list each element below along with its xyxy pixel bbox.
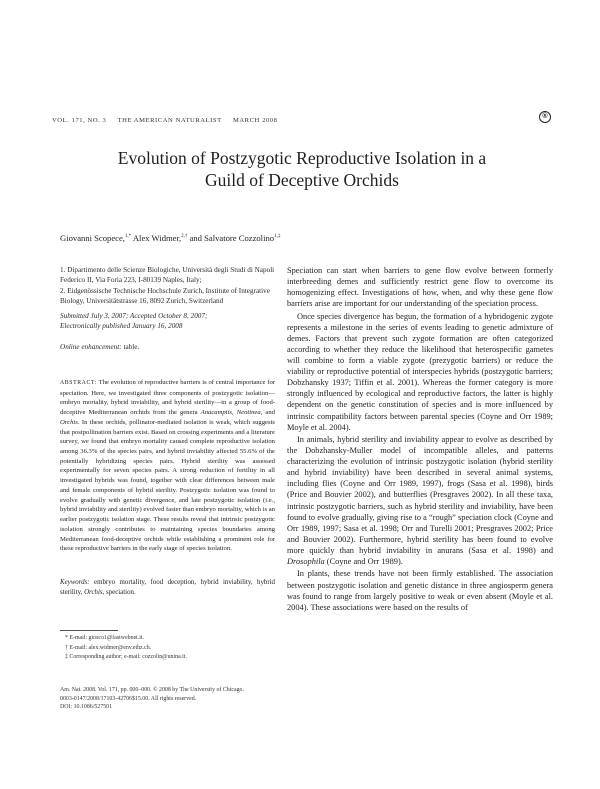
abstract bbox=[60, 378, 275, 554]
abstract-text-2: . In these orchids, pollinator-mediated isolation is weak, which suggests that postpollination barriers exist. Based on crossing experiments and a literature survey, we found that embryo mortality caused complete reproductive isolation among 36.3% of the species pairs, and hybrid inviability affected 55.6% of the potentially hybridizing species pairs. Hybrid sterility was assessed experimentally for seven species pairs. A strong reduction of fertility in all investigated hybrids was found, together with clear differences between male and female components of hybrid sterility. Postzygotic isolation was found to evolve gradually with genetic divergence, and late postzygotic isolation (i.e., hybrid inviability and sterility) evolved faster than embryo mortality, which is an earlier postzygotic isolation stage. These results reveal that intrinsic postzygotic isolation strongly contributes to maintaining species boundaries among Mediterranean food-deceptive orchids while establishing a prominent role for these reproductive barriers in the early stage of species isolation. bbox=[60, 418, 275, 553]
author-3: and Salvatore Cozzolino bbox=[187, 233, 275, 243]
author-2-marks: 2,† bbox=[181, 234, 188, 240]
abstract-sep-1: , bbox=[232, 409, 237, 417]
title-line-2: Guild of Deceptive Orchids bbox=[205, 170, 399, 190]
abstract-text-1: The evolution of reproductive barriers is of central importance for speciation. Here, we investigated three components of postzygotic isolation—embryo mortality, hybrid inviability, and hybrid sterility—in a group of food-deceptive Mediterranean orchids from the genera bbox=[60, 379, 275, 417]
footnote-1: * E-mail: giosco1@fastwebnet.it. bbox=[65, 635, 145, 641]
footnotes bbox=[60, 634, 275, 663]
footnote-divider bbox=[60, 630, 118, 631]
page-title bbox=[60, 147, 544, 191]
affiliation-2: 2. Eidgenössische Technische Hochschule Zurich, Institute of Integrative Biology, Universitätstrasse 16, 8092 Zurich, Switzerland bbox=[60, 286, 270, 305]
author-3-marks: 1,‡ bbox=[274, 234, 281, 240]
genus-neotinea: Neotinea bbox=[236, 409, 261, 417]
citation-line-1: Am. Nat. 2008. Vol. 171, pp. 000–000. © 2008 by The University of Chicago. bbox=[60, 687, 244, 693]
keywords-text-1: embryo mortality, food deception, hybrid inviability, hybrid sterility, bbox=[60, 579, 275, 596]
issue-date: MARCH 2008 bbox=[232, 117, 278, 124]
author-2: Alex Widmer, bbox=[131, 233, 182, 243]
publication-dates bbox=[60, 311, 275, 332]
genus-orchis: Orchis bbox=[60, 418, 78, 426]
affiliations bbox=[60, 265, 275, 306]
citation bbox=[60, 686, 275, 712]
online-enhancement-value: table. bbox=[121, 343, 140, 351]
body-paragraph-1: Speciation can start when barriers to gene flow evolve between formerly interbreeding demes and sufficiently restrict gene flow to overcome its homogenizing effect. Investigations of how, when, and why these gene flow barriers arise are important for our understanding of the speciation process. bbox=[287, 266, 553, 309]
genus-anacamptis: Anacamptis bbox=[200, 409, 233, 417]
footnote-3: ‡ Corresponding author; e-mail: cozzolin@unina.it. bbox=[65, 654, 187, 661]
body-paragraph-2: Once species divergence has begun, the formation of a hybridogenic zygote represents a milestone in the series of events leading to genetic admixture of demes. Factors that prevent such zygote formation are often categorized according to whether they reduce the likelihood that heterospecific gametes will combine to form a viable zygote (prezygotic barriers) or reduce the viability or reproductive potential of interspecies hybrids (postzygotic barriers; Dobzhansky 1937; Tiffin et al. 2001). Whereas the former category is more strongly influenced by ecological and reproductive factors, the latter is highly dependent on the genetic constitution of species and is more influenced by intrinsic compatibility factors between parental species (Coyne and Orr 1989; Moyle et al. 2004). bbox=[287, 311, 553, 432]
volume-info: VOL. 171, NO. 3 bbox=[52, 117, 107, 124]
keywords bbox=[60, 578, 275, 598]
dates-line-2: Electronically published January 16, 2008 bbox=[60, 322, 183, 331]
author-list bbox=[60, 233, 280, 243]
online-enhancement bbox=[60, 342, 275, 352]
journal-name: THE AMERICAN NATURALIST bbox=[117, 117, 222, 124]
citation-doi: DOI: 10.1086/527501 bbox=[60, 704, 113, 711]
citation-line-2: 0003-0147/2008/17103-42706$15.00. All rights reserved. bbox=[60, 695, 197, 702]
online-enhancement-label: Online enhancement: bbox=[60, 343, 122, 351]
running-head bbox=[52, 117, 286, 124]
title-line-1: Evolution of Postzygotic Reproductive Isolation in a bbox=[117, 148, 487, 168]
body-paragraph-3-genus: Drosophila bbox=[287, 557, 325, 567]
body-paragraph-3-text: In animals, hybrid sterility and inviability appear to evolve as described by the Dobzhansky-Muller model of incompatible alleles, and patterns characterizing the evolution of intrinsic postzygotic isolation (hybrid sterility and hybrid inviability) have been described in several animal systems, including flies (Coyne and Orr 1989, 1997), frogs (Sasa et al. 1998), birds (Price and Bouvier 2002), and butterflies (Presgraves 2002). In all these taxa, intrinsic postzygotic barriers, such as hybrid sterility and inviability, have been found to evolve gradually, giving rise to a “rough” speciation clock (Coyne and Orr 1989, 1997; Sasa et al. 1998; Orr and Turelli 2001; Presgraves 2002; Price and Bouvier 2002). Furthermore, hybrid sterility has been found to evolve more quickly than hybrid inviability in anurans (Sasa et al. 1998) and bbox=[287, 435, 553, 555]
dates-line-1: Submitted July 3, 2007; Accepted October 8, 2007; bbox=[60, 312, 208, 320]
body-paragraph-4: In plants, these trends have not been firmly established. The association between postzygotic isolation and genetic distance in three angiosperm genera was found to range from largely positive to weak or even absent (Moyle et al. 2004). These associations were based on the results of bbox=[287, 569, 553, 612]
keywords-genus: Orchis bbox=[84, 588, 103, 596]
abstract-sep-2: , and bbox=[260, 409, 275, 417]
keywords-label: Keywords: bbox=[60, 579, 90, 586]
publisher-mark-icon: ® bbox=[539, 111, 551, 123]
keywords-text-2: , speciation. bbox=[102, 588, 136, 596]
author-1-marks: 1,* bbox=[124, 234, 132, 240]
body-text bbox=[287, 265, 553, 614]
body-paragraph-3-end: (Coyne and Orr 1989). bbox=[324, 557, 403, 567]
footnote-2: † E-mail: alex.widmer@env.ethz.ch. bbox=[65, 644, 152, 651]
abstract-label: ABSTRACT: bbox=[60, 380, 97, 386]
author-1: Giovanni Scopece, bbox=[60, 233, 125, 243]
affiliation-1: 1. Dipartimento delle Scienze Biologiche, Università degli Studi di Napoli Federico II, Via Foria 223, I-80139 Naples, Italy; bbox=[60, 266, 275, 285]
body-paragraph-3 bbox=[287, 434, 553, 567]
